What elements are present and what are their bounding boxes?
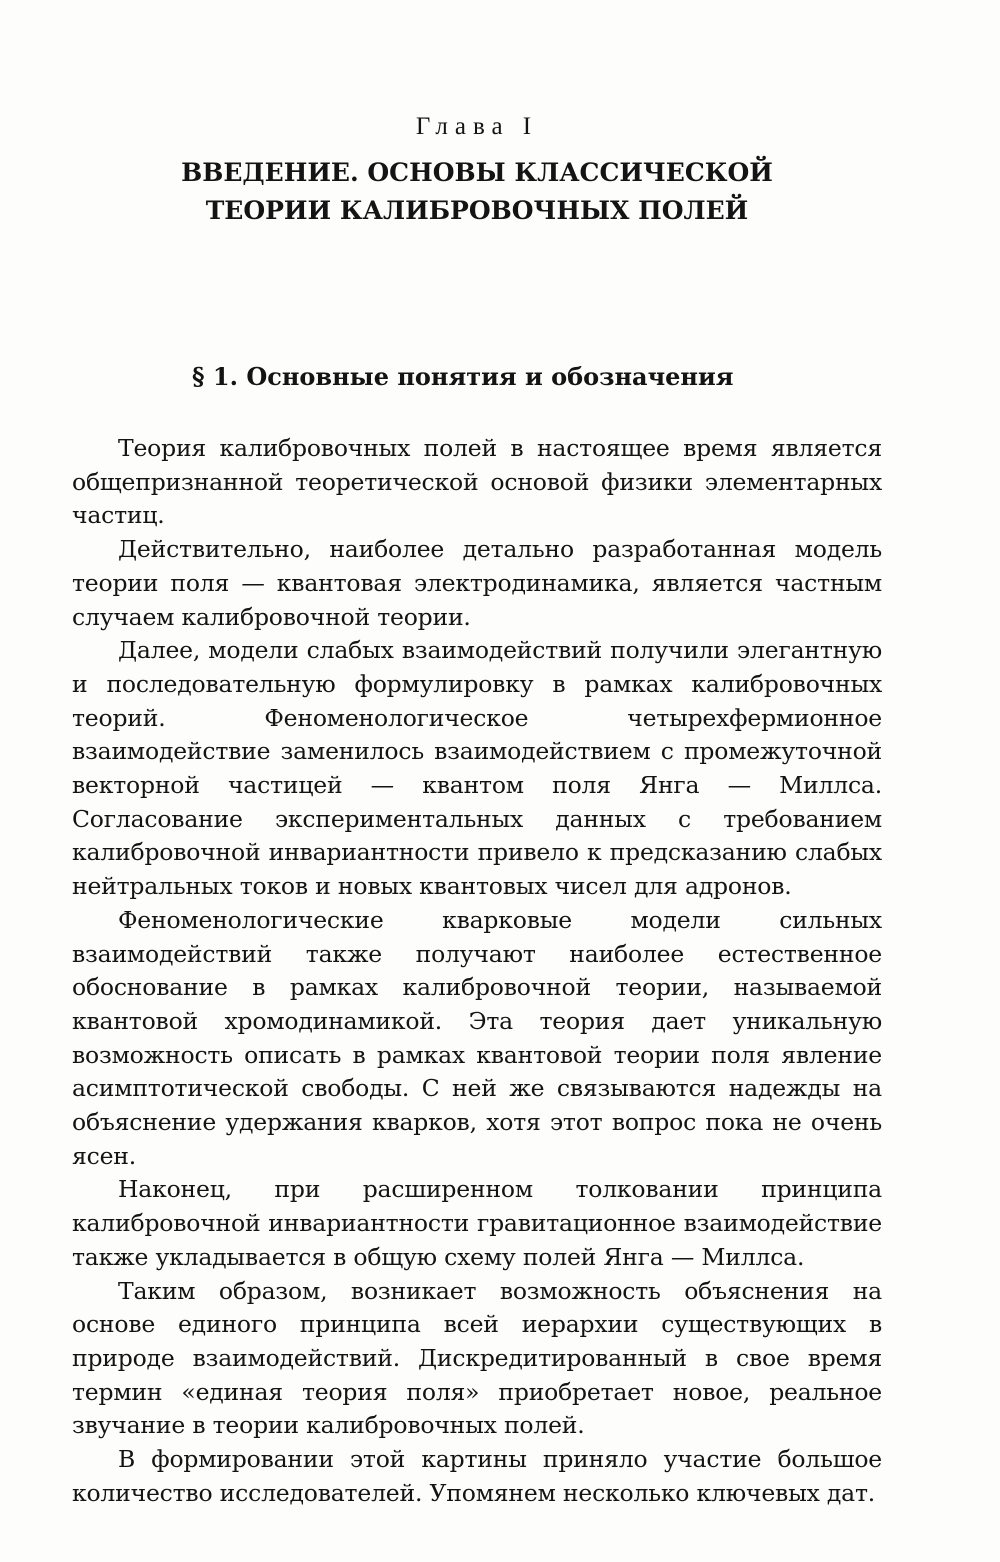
section-title: § 1. Основные понятия и обозначения	[192, 362, 734, 391]
paragraph: Феноменологические кварковые модели сильных взаимодействий также получают наиболее естественное обоснование в рамках калибровочной теории, называемой квантовой хромодинамикой. Эта теория дает уникальную возможность описать в рамках квантовой теории поля явление асимптотической свободы. С ней же связываются надежды на объяснение удержания кварков, хотя этот вопрос пока не очень ясен.	[72, 905, 882, 1170]
body-text	[72, 432, 882, 1511]
paragraph: Действительно, наиболее детально разработанная модель теории поля — квантовая электродинамика, является частным случаем калибровочной теории.	[72, 535, 882, 631]
paragraph: Таким образом, возникает возможность объяснения на основе единого принципа всей иерархии существующих в природе взаимодействий. Дискредитированный в свое время термин «единая теория поля» приобретает новое, реальное звучание в теории калибровочных полей.	[72, 1276, 882, 1440]
chapter-label: Глава I	[415, 113, 539, 140]
chapter-title-line: ВВЕДЕНИЕ. ОСНОВЫ КЛАССИЧЕСКОЙ	[181, 158, 773, 187]
paragraph: Далее, модели слабых взаимодействий получили элегантную и последовательную формулировку в рамках калибровочных теорий. Феноменологическое четырехфермионное взаимодействие заменилось взаимодействием с промежуточной векторной частицей — квантом поля Янга — Миллса. Согласование экспериментальных данных с требованием калибровочной инвариантности привело к предсказанию слабых нейтральных токов и новых квантовых чисел для адронов.	[72, 636, 882, 901]
chapter-title-line: ТЕОРИИ КАЛИБРОВОЧНЫХ ПОЛЕЙ	[205, 196, 749, 225]
paragraph: Наконец, при расширенном толковании принципа калибровочной инвариантности гравитационное взаимодействие также укладывается в общую схему полей Янга — Миллса.	[72, 1175, 882, 1271]
paragraph: Теория калибровочных полей в настоящее время является общепризнанной теоретической основой физики элементарных частиц.	[72, 434, 882, 530]
paragraph: В формировании этой картины приняло участие большое количество исследователей. Упомянем несколько ключевых дат.	[72, 1445, 882, 1507]
chapter-title	[72, 154, 882, 230]
